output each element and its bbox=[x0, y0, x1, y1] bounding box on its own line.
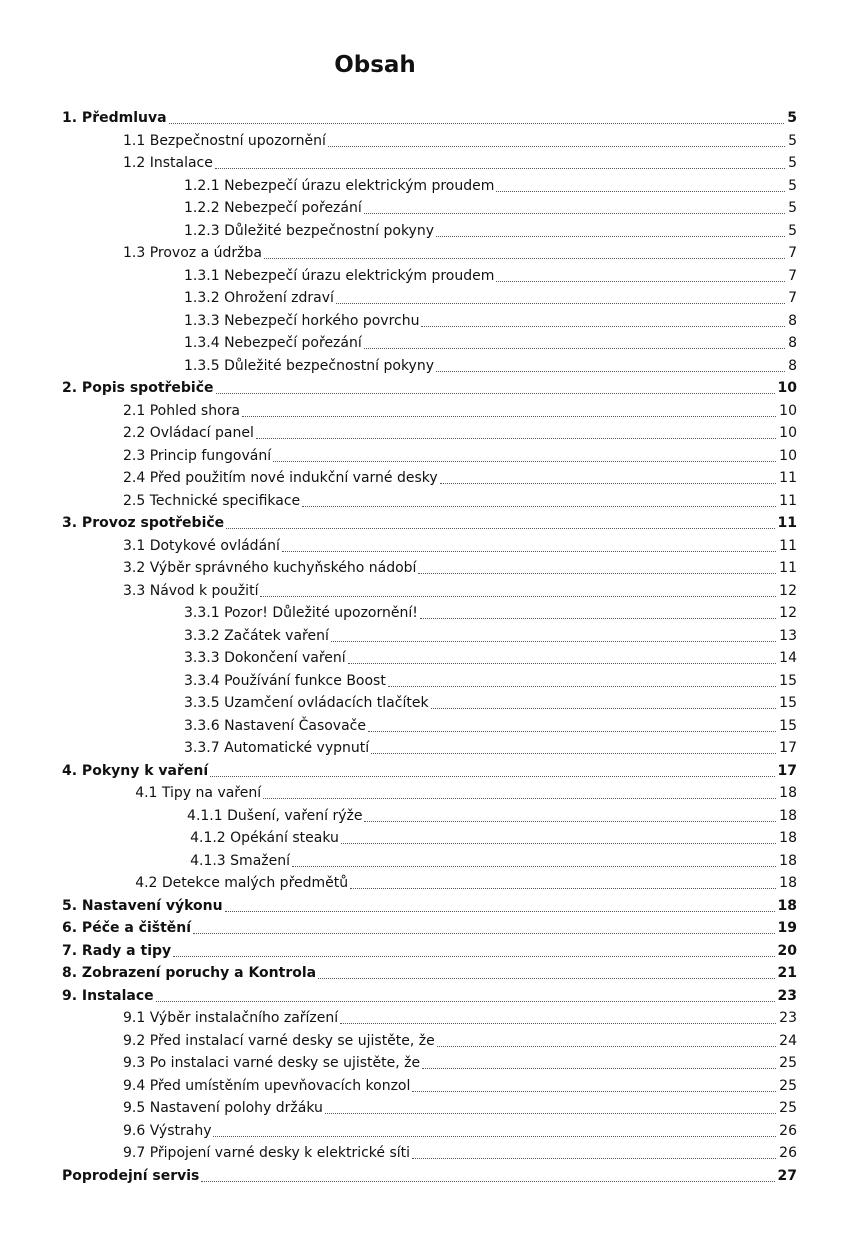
toc-entry-title: 1.2 Instalace bbox=[123, 155, 213, 171]
toc-entry-title: 1.3.3 Nebezpečí horkého povrchu bbox=[184, 312, 420, 329]
toc-entry[interactable] bbox=[184, 332, 797, 354]
toc-entry[interactable] bbox=[123, 1007, 797, 1029]
toc-entry[interactable] bbox=[184, 220, 797, 242]
toc-entry[interactable] bbox=[123, 400, 797, 422]
toc-entry[interactable] bbox=[62, 917, 797, 939]
toc-entry-title: 4.1 Tipy na vaření bbox=[135, 785, 262, 801]
toc-dot-leader bbox=[348, 663, 776, 664]
toc-entry-page: 15 bbox=[779, 717, 797, 734]
toc-dot-leader bbox=[216, 393, 775, 394]
toc-dot-leader bbox=[273, 461, 776, 462]
toc-dot-leader bbox=[173, 956, 774, 957]
toc-entry[interactable] bbox=[184, 175, 797, 197]
toc-entry[interactable] bbox=[184, 287, 797, 309]
toc-entry-page: 17 bbox=[777, 762, 797, 779]
toc-entry-page: 18 bbox=[779, 852, 797, 869]
toc-entry-page: 26 bbox=[779, 1122, 797, 1139]
toc-entry[interactable] bbox=[123, 535, 797, 557]
toc-entry-page: 12 bbox=[779, 605, 797, 621]
toc-entry-title: 2.3 Princip fungování bbox=[123, 447, 272, 464]
toc-entry[interactable] bbox=[123, 580, 797, 602]
toc-dot-leader bbox=[422, 1068, 776, 1069]
toc-entry-title: 6. Péče a čištění bbox=[62, 920, 192, 936]
toc-entry-page: 14 bbox=[779, 650, 797, 666]
toc-entry-page: 10 bbox=[777, 380, 797, 396]
toc-entry[interactable] bbox=[123, 467, 797, 489]
toc-entry[interactable] bbox=[123, 242, 797, 264]
toc-entry-title: 7. Rady a tipy bbox=[62, 942, 172, 959]
toc-entry[interactable] bbox=[184, 625, 797, 647]
toc-entry-page: 24 bbox=[779, 1032, 797, 1049]
toc-dot-leader bbox=[418, 573, 776, 574]
toc-entry-title: 9.6 Výstrahy bbox=[123, 1122, 212, 1139]
toc-entry-page: 10 bbox=[779, 425, 797, 441]
toc-entry-title: 2.2 Ovládací panel bbox=[123, 425, 254, 441]
toc-dot-leader bbox=[364, 213, 785, 214]
toc-entry-page: 11 bbox=[777, 515, 797, 531]
toc-dot-leader bbox=[331, 641, 776, 642]
toc-entry-page: 10 bbox=[779, 447, 797, 464]
toc-entry-page: 21 bbox=[777, 965, 797, 981]
toc-entry[interactable] bbox=[184, 265, 797, 287]
toc-entry[interactable] bbox=[184, 310, 797, 332]
toc-dot-leader bbox=[156, 1001, 775, 1002]
toc-entry-title: 3.3.4 Používání funkce Boost bbox=[184, 672, 386, 689]
toc-entry[interactable] bbox=[62, 985, 797, 1007]
toc-entry[interactable] bbox=[123, 1142, 797, 1164]
toc-entry[interactable] bbox=[123, 490, 797, 512]
toc-entry-title: 3. Provoz spotřebiče bbox=[62, 515, 225, 531]
toc-entry[interactable] bbox=[123, 130, 797, 152]
toc-entry-page: 18 bbox=[779, 875, 797, 891]
toc-entry[interactable] bbox=[184, 602, 797, 624]
toc-entry-title: 9.1 Výběr instalačního zařízení bbox=[123, 1010, 339, 1026]
toc-entry-title: 1.3 Provoz a údržba bbox=[123, 245, 262, 261]
toc-entry[interactable] bbox=[123, 445, 797, 467]
toc-dot-leader bbox=[431, 708, 777, 709]
toc-entry-title: 1.3.1 Nebezpečí úrazu elektrickým proudem bbox=[184, 267, 495, 284]
toc-dot-leader bbox=[210, 776, 774, 777]
toc-entry-page: 13 bbox=[779, 627, 797, 644]
toc-dot-leader bbox=[421, 326, 785, 327]
toc-entry-title: 4.1.3 Smažení bbox=[190, 852, 290, 869]
toc-entry-page: 5 bbox=[787, 110, 797, 126]
toc-dot-leader bbox=[496, 281, 785, 282]
toc-dot-leader bbox=[169, 123, 785, 124]
toc-entry-page: 23 bbox=[777, 987, 797, 1004]
toc-entry-page: 20 bbox=[777, 942, 797, 959]
toc-entry-page: 25 bbox=[779, 1055, 797, 1071]
toc-entry[interactable] bbox=[184, 715, 797, 737]
toc-entry[interactable] bbox=[62, 1165, 797, 1187]
toc-dot-leader bbox=[282, 551, 776, 552]
toc-entry-page: 11 bbox=[779, 492, 797, 509]
toc-dot-leader bbox=[350, 888, 776, 889]
toc-entry-page: 12 bbox=[779, 582, 797, 599]
toc-dot-leader bbox=[440, 483, 777, 484]
toc-entry-title: 1.2.1 Nebezpečí úrazu elektrickým proudem bbox=[184, 177, 495, 194]
toc-entry-title: 4. Pokyny k vaření bbox=[62, 762, 209, 779]
toc-entry[interactable] bbox=[190, 827, 797, 849]
toc-entry-title: 2. Popis spotřebiče bbox=[62, 380, 214, 396]
toc-dot-leader bbox=[412, 1158, 776, 1159]
toc-entry-page: 17 bbox=[779, 740, 797, 756]
toc-entry[interactable] bbox=[62, 107, 797, 129]
toc-entry[interactable] bbox=[62, 377, 797, 399]
toc-entry-title: 1.3.4 Nebezpečí pořezání bbox=[184, 335, 362, 351]
toc-entry[interactable] bbox=[62, 895, 797, 917]
toc-entry-title: 1.2.2 Nebezpečí pořezání bbox=[184, 200, 362, 216]
toc-entry-title: 2.1 Pohled shora bbox=[123, 402, 241, 419]
toc-dot-leader bbox=[340, 1023, 776, 1024]
toc-entry[interactable] bbox=[123, 1052, 797, 1074]
toc-entry-title: 3.3.1 Pozor! Důležité upozornění! bbox=[184, 605, 418, 621]
toc-entry-title: 1.3.2 Ohrožení zdraví bbox=[184, 290, 334, 306]
toc-entry-title: 3.2 Výběr správného kuchyňského nádobí bbox=[123, 560, 417, 576]
toc-dot-leader bbox=[292, 866, 776, 867]
toc-entry[interactable] bbox=[123, 422, 797, 444]
toc-entry[interactable] bbox=[123, 1097, 797, 1119]
toc-dot-leader bbox=[436, 371, 785, 372]
toc-entry-title: 9.4 Před umístěním upevňovacích konzol bbox=[123, 1077, 411, 1094]
toc-entry[interactable] bbox=[123, 152, 797, 174]
toc-entry-title: 3.3.6 Nastavení Časovače bbox=[184, 717, 366, 734]
toc-entry-page: 23 bbox=[779, 1010, 797, 1026]
toc-entry-page: 11 bbox=[779, 560, 797, 576]
toc-dot-leader bbox=[302, 506, 776, 507]
toc-dot-leader bbox=[364, 821, 776, 822]
toc-entry-page: 15 bbox=[779, 695, 797, 711]
toc-entry-title: 4.2 Detekce malých předmětů bbox=[135, 875, 349, 891]
toc-entry-page: 8 bbox=[788, 312, 797, 329]
toc-entry-title: 9.5 Nastavení polohy držáku bbox=[123, 1100, 323, 1116]
toc-entry-page: 5 bbox=[788, 222, 797, 239]
toc-entry-page: 7 bbox=[788, 290, 797, 306]
toc-dot-leader bbox=[437, 1046, 776, 1047]
toc-entry[interactable] bbox=[184, 355, 797, 377]
toc-dot-leader bbox=[420, 618, 776, 619]
toc-entry[interactable] bbox=[123, 1075, 797, 1097]
toc-entry[interactable] bbox=[184, 670, 797, 692]
toc-dot-leader bbox=[368, 731, 776, 732]
toc-entry-page: 25 bbox=[779, 1100, 797, 1116]
toc-entry-page: 25 bbox=[779, 1077, 797, 1094]
toc-dot-leader bbox=[201, 1181, 774, 1182]
page-title: Obsah bbox=[334, 52, 416, 78]
toc-entry[interactable] bbox=[62, 512, 797, 534]
toc-entry-page: 18 bbox=[777, 897, 797, 914]
toc-entry-page: 7 bbox=[788, 267, 797, 284]
toc-entry-page: 27 bbox=[777, 1167, 797, 1184]
toc-entry[interactable] bbox=[184, 197, 797, 219]
toc-entry-title: 9.7 Připojení varné desky k elektrické síti bbox=[123, 1145, 411, 1161]
toc-entry[interactable] bbox=[62, 962, 797, 984]
toc-entry-page: 19 bbox=[777, 920, 797, 936]
toc-entry-title: 4.1.2 Opékání steaku bbox=[190, 830, 339, 846]
toc-entry[interactable] bbox=[190, 850, 797, 872]
toc-entry-page: 18 bbox=[779, 785, 797, 801]
toc-entry-title: 3.3.2 Začátek vaření bbox=[184, 627, 329, 644]
toc-entry-title: 3.3.3 Dokončení vaření bbox=[184, 650, 346, 666]
toc-entry[interactable] bbox=[123, 1120, 797, 1142]
toc-entry-title: 3.3.7 Automatické vypnutí bbox=[184, 740, 370, 756]
toc-entry[interactable] bbox=[184, 692, 797, 714]
toc-entry[interactable] bbox=[184, 647, 797, 669]
toc-entry-page: 15 bbox=[779, 672, 797, 689]
toc-entry-page: 5 bbox=[788, 177, 797, 194]
toc-dot-leader bbox=[260, 596, 776, 597]
toc-dot-leader bbox=[436, 236, 785, 237]
toc-entry-page: 7 bbox=[788, 245, 797, 261]
toc-dot-leader bbox=[193, 933, 774, 934]
toc-dot-leader bbox=[364, 348, 785, 349]
toc-entry-title: 8. Zobrazení poruchy a Kontrola bbox=[62, 965, 317, 981]
toc-entry-title: 9.3 Po instalaci varné desky se ujistěte, že bbox=[123, 1055, 421, 1071]
toc-dot-leader bbox=[496, 191, 785, 192]
toc-entry-title: 2.5 Technické specifikace bbox=[123, 492, 301, 509]
toc-entry-title: 3.1 Dotykové ovládání bbox=[123, 537, 280, 554]
toc-entry-title: 3.3.5 Uzamčení ovládacích tlačítek bbox=[184, 695, 429, 711]
toc-dot-leader bbox=[341, 843, 776, 844]
toc-dot-leader bbox=[328, 146, 785, 147]
toc-entry[interactable] bbox=[62, 760, 797, 782]
toc-dot-leader bbox=[215, 168, 785, 169]
toc-dot-leader bbox=[412, 1091, 776, 1092]
toc-entry[interactable] bbox=[187, 805, 797, 827]
toc-entry-page: 8 bbox=[788, 357, 797, 374]
toc-entry-title: 2.4 Před použitím nové indukční varné desky bbox=[123, 470, 438, 486]
toc-dot-leader bbox=[263, 798, 776, 799]
toc-dot-leader bbox=[226, 528, 774, 529]
toc-entry-title: 3.3 Návod k použití bbox=[123, 582, 259, 599]
toc-dot-leader bbox=[325, 1113, 776, 1114]
toc-dot-leader bbox=[264, 258, 785, 259]
toc-entry-page: 11 bbox=[779, 470, 797, 486]
toc-entry-title: 1.1 Bezpečnostní upozornění bbox=[123, 132, 326, 149]
toc-entry-title: 9.2 Před instalací varné desky se ujistěte, že bbox=[123, 1032, 435, 1049]
toc-entry[interactable] bbox=[123, 557, 797, 579]
toc-entry-page: 11 bbox=[779, 537, 797, 554]
toc-dot-leader bbox=[371, 753, 776, 754]
toc-entry-title: 1. Předmluva bbox=[62, 110, 167, 126]
toc-entry-page: 8 bbox=[788, 335, 797, 351]
toc-entry-page: 26 bbox=[779, 1145, 797, 1161]
toc-entry-title: 5. Nastavení výkonu bbox=[62, 897, 223, 914]
toc-dot-leader bbox=[242, 416, 776, 417]
toc-dot-leader bbox=[225, 911, 775, 912]
toc-entry[interactable] bbox=[123, 1030, 797, 1052]
toc-dot-leader bbox=[336, 303, 785, 304]
toc-entry-page: 5 bbox=[788, 132, 797, 149]
toc-entry[interactable] bbox=[135, 782, 797, 804]
toc-entry-page: 18 bbox=[779, 807, 797, 824]
toc-dot-leader bbox=[318, 978, 774, 979]
toc-entry-title: 4.1.1 Dušení, vaření rýže bbox=[187, 807, 363, 824]
toc-entry-title: 9. Instalace bbox=[62, 987, 154, 1004]
toc-entry[interactable] bbox=[62, 940, 797, 962]
toc-entry-page: 10 bbox=[779, 402, 797, 419]
toc-entry-title: Poprodejní servis bbox=[62, 1167, 200, 1184]
toc-dot-leader bbox=[388, 686, 776, 687]
toc-entry-title: 1.3.5 Důležité bezpečnostní pokyny bbox=[184, 357, 435, 374]
toc-entry-page: 5 bbox=[788, 155, 797, 171]
toc-entry-title: 1.2.3 Důležité bezpečnostní pokyny bbox=[184, 222, 435, 239]
toc-entry-page: 18 bbox=[779, 830, 797, 846]
toc-entry-page: 5 bbox=[788, 200, 797, 216]
toc-entry[interactable] bbox=[135, 872, 797, 894]
toc-dot-leader bbox=[256, 438, 776, 439]
toc-dot-leader bbox=[213, 1136, 776, 1137]
toc-entry[interactable] bbox=[184, 737, 797, 759]
